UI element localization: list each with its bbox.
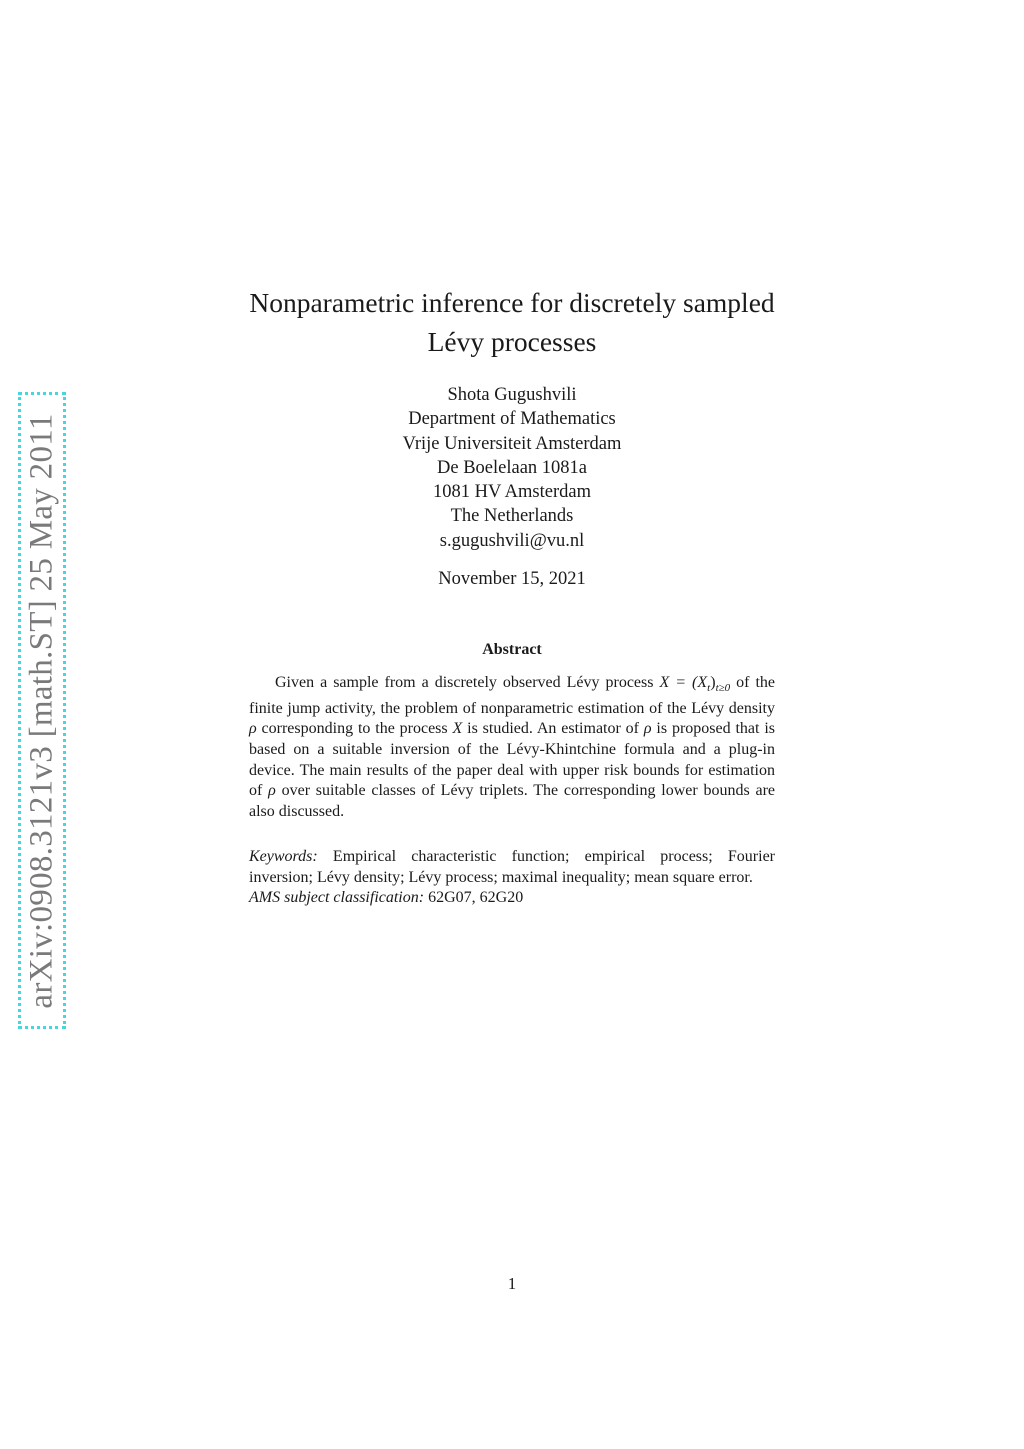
arxiv-stamp-text: arXiv:0908.3121v3 [math.ST] 25 May 2011 [23,412,60,1009]
author-street: De Boelelaan 1081a [437,457,587,478]
paper-title [0,283,1024,361]
abstract-text-3: corresponding to the process [256,720,453,738]
author-university: Vrije Universiteit Amsterdam [402,433,622,454]
abstract-text-4: is studied. An estimator of [462,720,644,738]
ams-classification [249,888,775,909]
keywords-label: Keywords: [249,848,318,865]
process-symbol: X = (X [659,674,708,691]
abstract-heading: Abstract [482,641,542,658]
author-email: s.gugushvili@vu.nl [439,530,585,551]
rho-symbol: ρ [643,720,652,738]
paper-date: November 15, 2021 [438,569,586,589]
abstract-text-2: of the finite jump activity, the problem of nonparametric estimation of the Lévy density [249,674,776,717]
author-department: Department of Mathematics [408,409,616,430]
process-subscript: t [707,682,711,695]
author-city: 1081 HV Amsterdam [433,482,591,503]
title-line-1: Nonparametric inference for discretely sampled [249,287,775,318]
abstract-text-5: is proposed that is based on a suitable inversion of the Lévy-Khintchine formula and a plug-in device. The main results of the paper deal with upper risk bounds for estimation of [249,720,775,800]
process-index-subscript: t≥0 [715,682,731,695]
paper-metadata [249,847,775,909]
ams-label: AMS subject classification: [249,889,425,907]
author-country: The Netherlands [450,506,574,527]
keywords-text: Empirical characteristic function; empirical process; Fourier inversion; Lévy density; Lévy process; maximal inequality; mean square error. [249,848,775,886]
x-symbol: X [452,720,463,738]
rho-symbol: ρ [268,782,276,800]
title-line-2: Lévy processes [427,326,597,357]
abstract-text-1: Given a sample from a discretely observed Lévy process [275,674,660,691]
abstract-text-6: over suitable classes of Lévy triplets. The corresponding lower bounds are also discussed. [249,782,776,820]
abstract-body [249,673,775,822]
page-number: 1 [507,1274,517,1293]
process-close: ) [710,674,716,691]
abstract-paragraph [249,673,775,822]
rho-symbol: ρ [249,720,257,738]
author-block [0,383,1024,553]
author-name: Shota Gugushvili [447,385,577,405]
keywords [249,847,775,888]
ams-text: 62G07, 62G20 [424,889,524,907]
